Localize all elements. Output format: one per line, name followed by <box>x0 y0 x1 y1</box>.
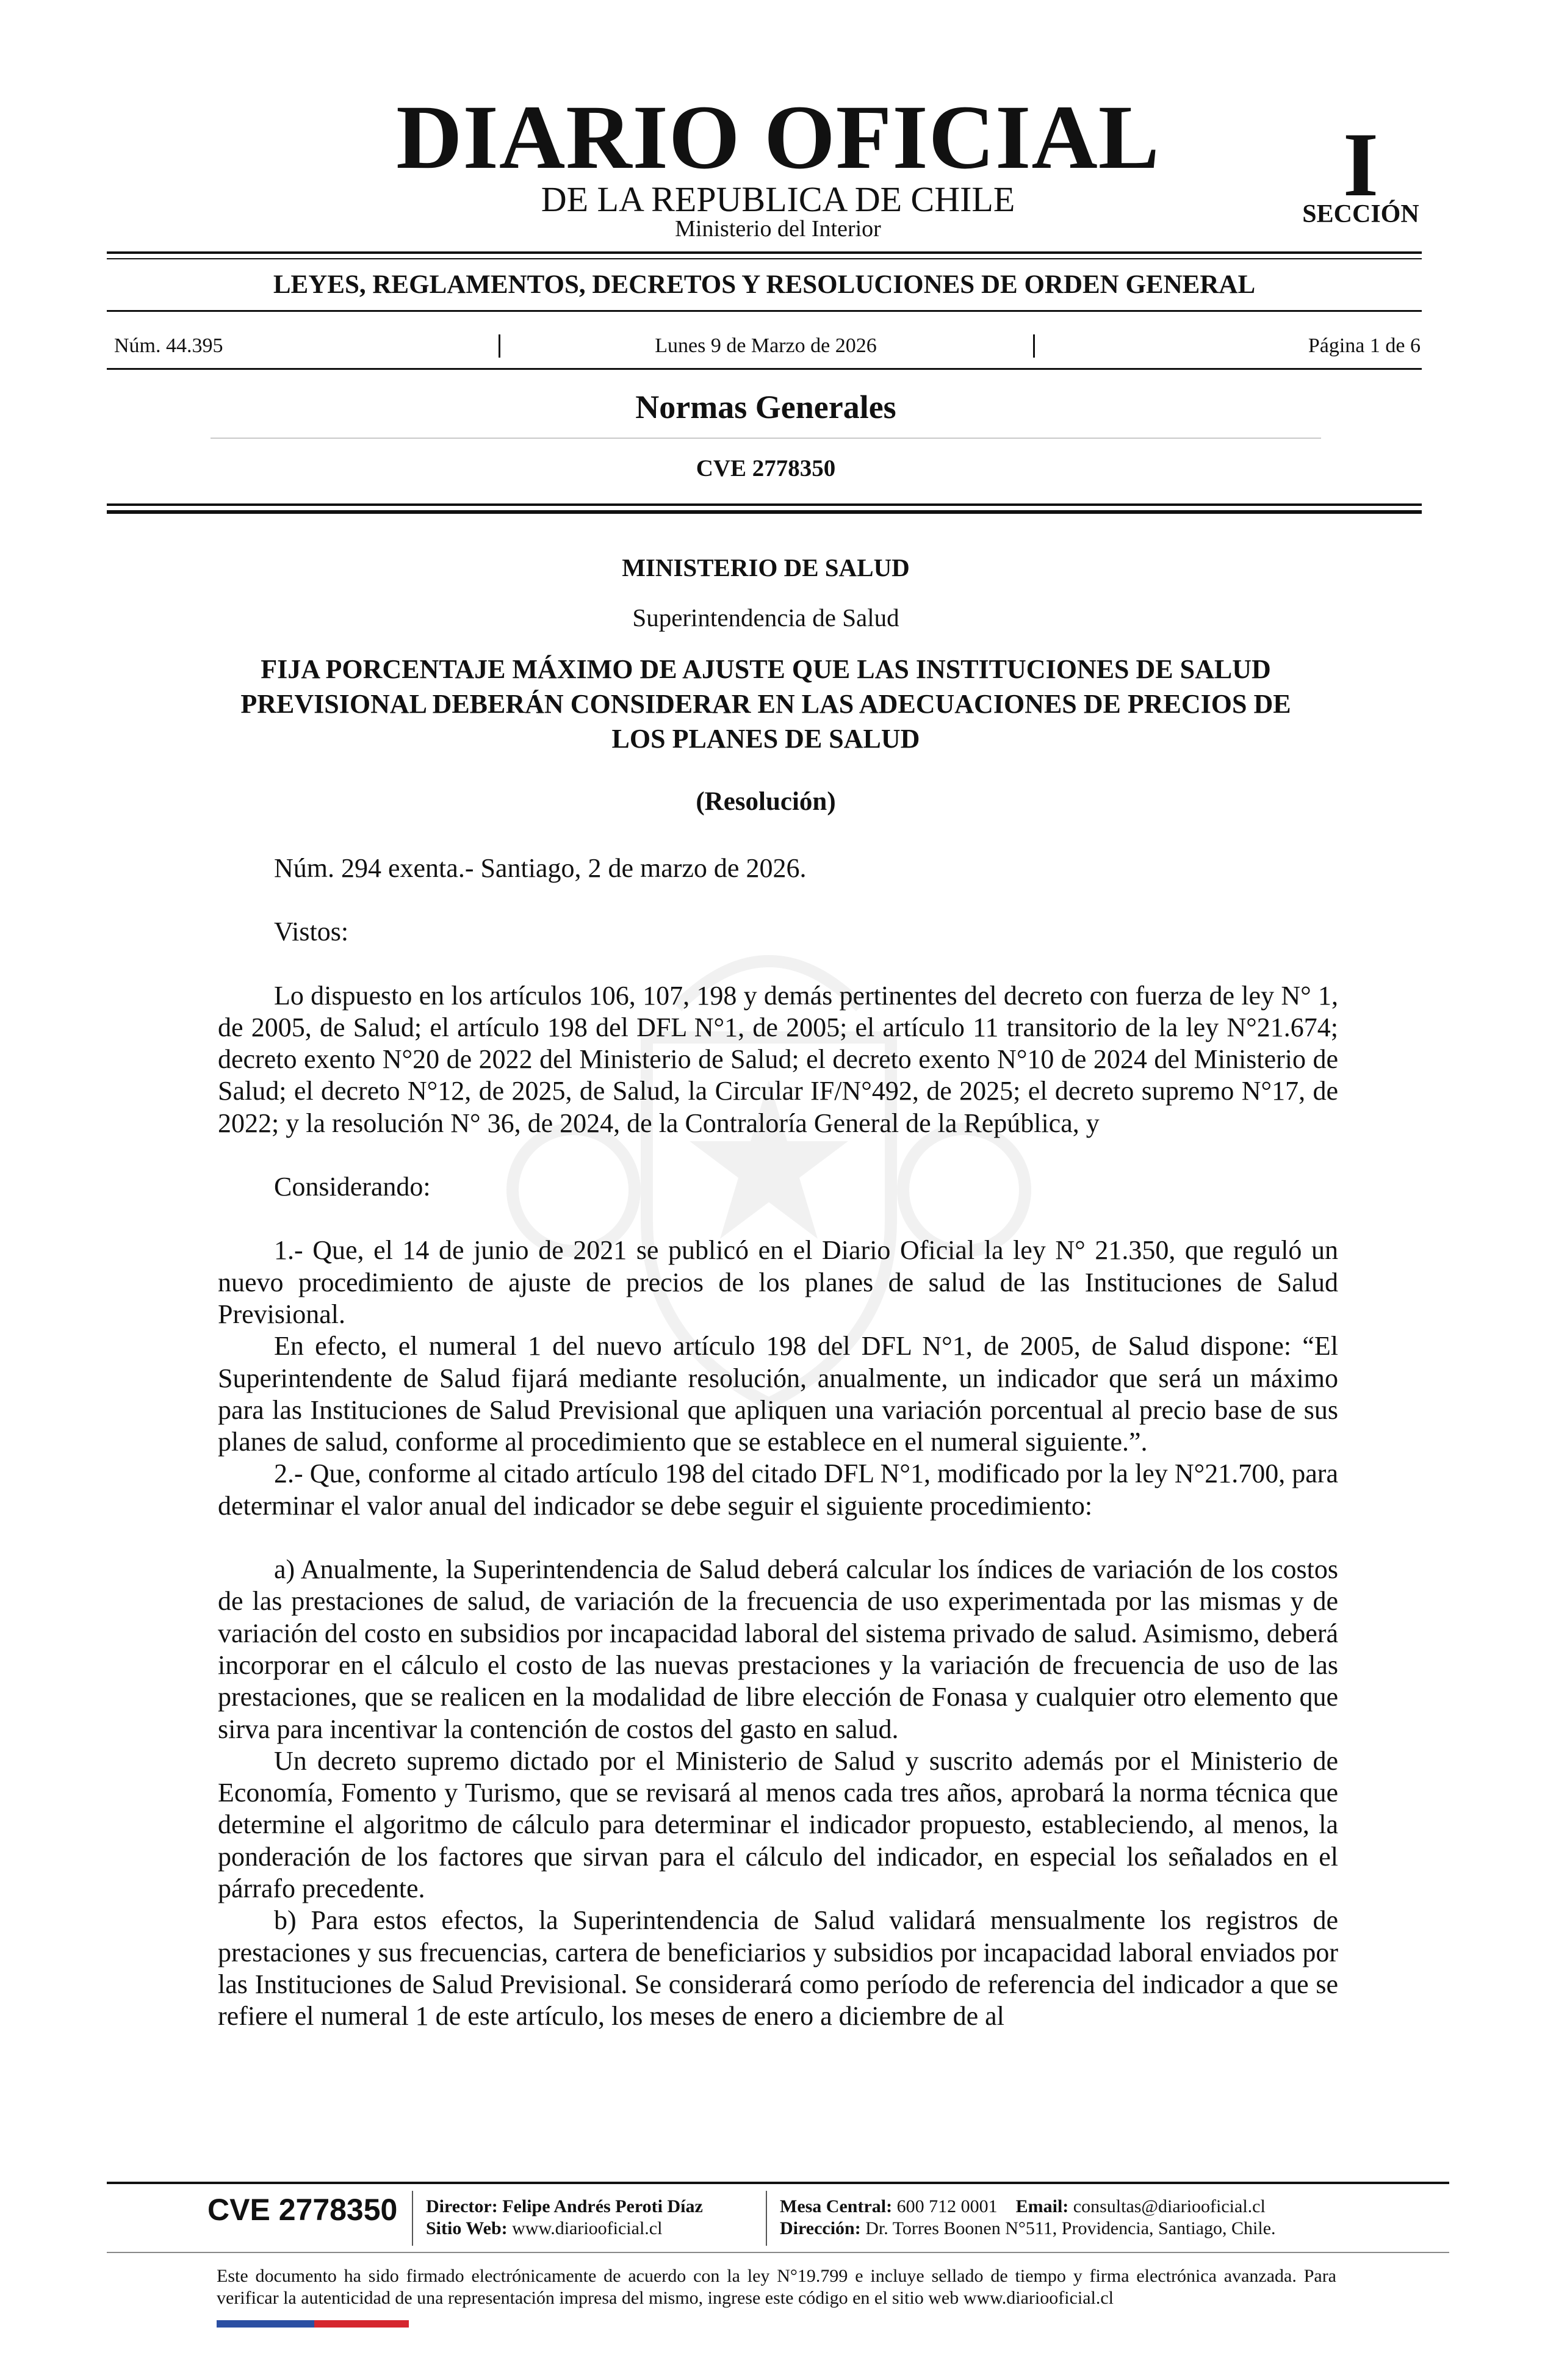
footer-address <box>780 2218 1276 2240</box>
footer-divider <box>766 2191 767 2246</box>
flag-stripe-blue <box>217 2320 314 2328</box>
document-type: (Resolución) <box>696 787 836 816</box>
issue-date: Lunes 9 de Marzo de 2026 <box>655 334 877 357</box>
issue-number: Núm. 44.395 <box>114 334 223 357</box>
masthead-ministry: Ministerio del Interior <box>675 216 881 242</box>
footer-cve-code: CVE 2778350 <box>207 2193 398 2227</box>
footer-website <box>426 2218 662 2240</box>
footer-web-link[interactable]: www.diariooficial.cl <box>512 2218 663 2238</box>
cve-code: CVE 2778350 <box>696 455 836 481</box>
band-rule <box>107 310 1422 312</box>
footer-phone: 600 712 0001 <box>896 2196 998 2216</box>
issue-page: Página 1 de 6 <box>1308 334 1421 357</box>
category-rule <box>211 438 1321 439</box>
footer-email-link[interactable]: consultas@diariooficial.cl <box>1073 2196 1266 2216</box>
body-paragraph: Un decreto supremo dictado por el Ministerio de Salud y suscrito además por el Ministerio de Economía, Fomento y Turismo, que se revisará al menos cada tres años, aprobará la norma técnica que determine el algoritmo de cálculo para determinar el indicador propuesto, estableciendo, al menos, la ponderación de los factores que sirvan para el cálculo del indicador, en especial los señalados en el párrafo precedente. <box>218 1745 1338 1904</box>
footer-director <box>426 2196 703 2218</box>
body-paragraph: En efecto, el numeral 1 del nuevo artículo 198 del DFL N°1, de 2005, de Salud dispone: “El Superintendente de Salud fijará mediante resolución, anualmente, un indicador que será un máximo para las Instituciones de Salud Previsional que apliquen una variación porcentual al precio base de sus planes de salud, conforme al procedimiento que se establece en el numeral siguiente.”. <box>218 1331 1338 1457</box>
document-body <box>218 853 1338 2033</box>
issue-rule <box>107 368 1422 370</box>
footer-address-label: Dirección: <box>780 2218 861 2238</box>
footer-contact <box>780 2196 1266 2218</box>
masthead-rule-thin <box>107 258 1422 259</box>
footer-rule <box>107 2182 1449 2184</box>
masthead-rule <box>107 251 1422 254</box>
footer-disclaimer: Este documento ha sido firmado electrónicamente de acuerdo con la ley N°19.799 e incluye sellado de tiempo y firma electrónica avanzada. Para verificar la autenticidad de una representación impresa del mismo, ingrese este código en el sitio web www.diariooficial.cl <box>217 2266 1336 2308</box>
footer-email-label: Email: <box>1015 2196 1069 2216</box>
section-label: SECCIÓN <box>1302 200 1419 228</box>
footer-director-name: Felipe Andrés Peroti Díaz <box>502 2196 703 2216</box>
header-rule <box>107 503 1422 506</box>
category-title: Normas Generales <box>635 389 896 425</box>
body-paragraph: Lo dispuesto en los artículos 106, 107, 198 y demás pertinentes del decreto con fuerza de ley N° 1, de 2005, de Salud; el artículo 198 del DFL N°1, de 2005; el artículo 11 transitorio de la ley N°21.674; decreto exento N°20 de 2022 del Ministerio de Salud; el decreto exento N°10 de 2024 del Ministerio de Salud; el decreto N°12, de 2025, de Salud, la Circular IF/N°492, de 2025; el decreto supremo N°17, de 2022; y la resolución N° 36, de 2024, de la Contraloría General de la República, y <box>218 980 1338 1138</box>
footer-address-text: Dr. Torres Boonen N°511, Providencia, Santiago, Chile. <box>865 2218 1276 2238</box>
header-rule-thick <box>107 510 1422 514</box>
flag-stripe-red <box>314 2320 409 2328</box>
footer-director-label: Director: <box>426 2196 498 2216</box>
body-paragraph: Considerando: <box>274 1172 431 1202</box>
body-paragraph: 2.- Que, conforme al citado artículo 198 del citado DFL N°1, modificado por la ley N°21.700, para determinar el valor anual del indicador se debe seguir el siguiente procedimiento: <box>218 1459 1338 1521</box>
masthead-title: DIARIO OFICIAL <box>396 87 1160 188</box>
laws-band: LEYES, REGLAMENTOS, DECRETOS Y RESOLUCIONES DE ORDEN GENERAL <box>273 270 1256 299</box>
document-ministry: MINISTERIO DE SALUD <box>622 554 910 582</box>
body-paragraph: b) Para estos efectos, la Superintendencia de Salud validará mensualmente los registros de prestaciones y sus frecuencias, cartera de beneficiarios y subsidios por incapacidad laboral enviados por las Instituciones de Salud Previsional. Se considerará como período de referencia del indicador a que se refiere el numeral 1 de este artículo, los meses de enero a diciembre de al <box>218 1905 1338 2032</box>
body-paragraph: Vistos: <box>274 917 349 947</box>
document-agency: Superintendencia de Salud <box>632 604 899 632</box>
section-numeral: I <box>1342 114 1379 215</box>
footer-divider <box>412 2191 413 2246</box>
body-paragraph: a) Anualmente, la Superintendencia de Salud deberá calcular los índices de variación de los costos de las prestaciones de salud, de variación de la frecuencia de uso experimentada por las mismas y de variación del costo en subsidios por incapacidad laboral del sistema privado de salud. Asimismo, deberá incorporar en el cálculo el costo de las nuevas prestaciones y la variación de frecuencia de uso de las prestaciones, que se realicen en la modalidad de libre elección de Fonasa y cualquier otro elemento que sirva para incentivar la contención de costos del gasto en salud. <box>218 1554 1338 1744</box>
issue-divider <box>1033 334 1035 358</box>
footer-rule-thin <box>107 2252 1449 2253</box>
masthead-subtitle: DE LA REPUBLICA DE CHILE <box>541 179 1015 219</box>
body-paragraph: Núm. 294 exenta.- Santiago, 2 de marzo de 2026. <box>274 853 807 883</box>
footer-web-label: Sitio Web: <box>426 2218 508 2238</box>
document-title: FIJA PORCENTAJE MÁXIMO DE AJUSTE QUE LAS INSTITUCIONES DE SALUD PREVISIONAL DEBERÁN CONSIDERAR EN LAS ADECUACIONES DE PRECIOS DE LOS PLANES DE SALUD <box>240 654 1291 754</box>
footer-phone-label: Mesa Central: <box>780 2196 893 2216</box>
body-paragraph: 1.- Que, el 14 de junio de 2021 se publicó en el Diario Oficial la ley N° 21.350, que reguló un nuevo procedimiento de ajuste de precios de los planes de salud de las Instituciones de Salud Previsional. <box>218 1235 1338 1329</box>
